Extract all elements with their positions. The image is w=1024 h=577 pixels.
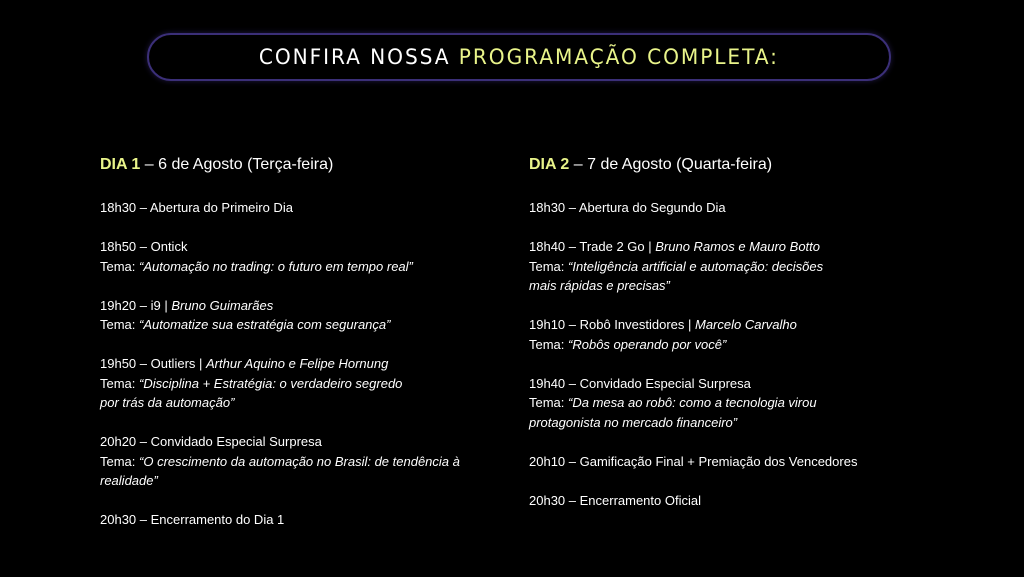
theme-text: “Automação no trading: o futuro em tempo real” [139, 258, 413, 274]
schedule-item [100, 354, 500, 413]
event-theme [100, 374, 500, 394]
event-time-title: 18h40 – Trade 2 Go | [529, 239, 656, 254]
theme-prefix: Tema: [100, 453, 140, 469]
event-theme [100, 257, 500, 277]
header-banner [147, 33, 891, 81]
day-1-column [100, 154, 500, 549]
theme-text: “Automatize sua estratégia com segurança” [139, 317, 391, 332]
event-speaker: Bruno Ramos e Mauro Botto [655, 239, 820, 254]
schedule-item [529, 198, 929, 218]
schedule-item [529, 315, 929, 354]
event-time-title: 19h20 – i9 | [100, 297, 172, 313]
theme-prefix: Tema: [529, 395, 569, 410]
schedule-item [529, 452, 929, 472]
theme-prefix: Tema: [100, 258, 140, 274]
theme-text: “Robôs operando por você” [568, 336, 727, 352]
event-speaker: Bruno Guimarães [171, 297, 274, 313]
theme-text: “Da mesa ao robô: como a tecnologia virou [568, 395, 817, 410]
event-title [100, 354, 500, 374]
day-2-label: DIA 2 [529, 156, 570, 173]
day-2-column [529, 154, 929, 530]
title-suffix: : [770, 45, 779, 69]
schedule-item [100, 237, 500, 276]
event-theme [529, 257, 929, 277]
theme-text: “Disciplina + Estratégia: o verdadeiro segredo [139, 375, 403, 391]
event-title: 18h30 – Abertura do Segundo Dia [529, 200, 726, 215]
theme-prefix: Tema: [100, 375, 140, 391]
event-theme [100, 315, 500, 335]
day-1-label: DIA 1 [100, 156, 141, 173]
event-title: 19h40 – Convidado Especial Surpresa [529, 375, 751, 391]
theme-prefix: Tema: [100, 317, 140, 332]
page-title [259, 45, 779, 69]
event-time-title: 19h10 – Robô Investidores | [529, 317, 695, 332]
event-speaker: Marcelo Carvalho [695, 317, 797, 332]
event-title: 20h30 – Encerramento Oficial [529, 492, 701, 508]
event-time-title: 19h50 – Outliers | [100, 356, 206, 371]
title-highlight: PROGRAMAÇÃO COMPLETA [458, 45, 771, 69]
theme-prefix: Tema: [529, 336, 569, 352]
theme-text: “O crescimento da automação no Brasil: de tendência à [139, 453, 460, 469]
event-title: 18h50 – Ontick [100, 239, 188, 254]
schedule-item [529, 491, 929, 511]
event-title [529, 237, 929, 257]
event-speaker: Arthur Aquino e Felipe Hornung [206, 356, 389, 371]
theme-text-continued: por trás da automação” [100, 395, 235, 410]
event-title: 20h30 – Encerramento do Dia 1 [100, 512, 285, 527]
day-2-date: – 7 de Agosto (Quarta-feira) [569, 156, 773, 173]
event-theme [529, 393, 929, 413]
event-theme [529, 335, 929, 355]
theme-text-continued: realidade” [100, 473, 158, 488]
schedule-item [529, 374, 929, 433]
theme-prefix: Tema: [529, 258, 569, 274]
schedule-item [100, 432, 500, 491]
event-theme [100, 452, 500, 472]
title-prefix: CONFIRA NOSSA [259, 45, 459, 69]
schedule-item [100, 510, 500, 530]
schedule-item [100, 296, 500, 335]
theme-text-continued: protagonista no mercado financeiro” [529, 414, 738, 430]
event-title [529, 315, 929, 335]
day-2-heading [529, 154, 929, 176]
schedule-item [100, 198, 500, 218]
schedule-item [529, 237, 929, 296]
theme-text: “Inteligência artificial e automação: decisões [568, 258, 824, 274]
day-1-date: – 6 de Agosto (Terça-feira) [140, 156, 334, 173]
event-title: 20h10 – Gamificação Final + Premiação dos Vencedores [529, 453, 858, 469]
theme-text-continued: mais rápidas e precisas” [529, 278, 670, 293]
event-title: 18h30 – Abertura do Primeiro Dia [100, 200, 293, 215]
day-1-heading [100, 154, 500, 176]
event-title [100, 296, 500, 316]
event-title: 20h20 – Convidado Especial Surpresa [100, 434, 322, 449]
